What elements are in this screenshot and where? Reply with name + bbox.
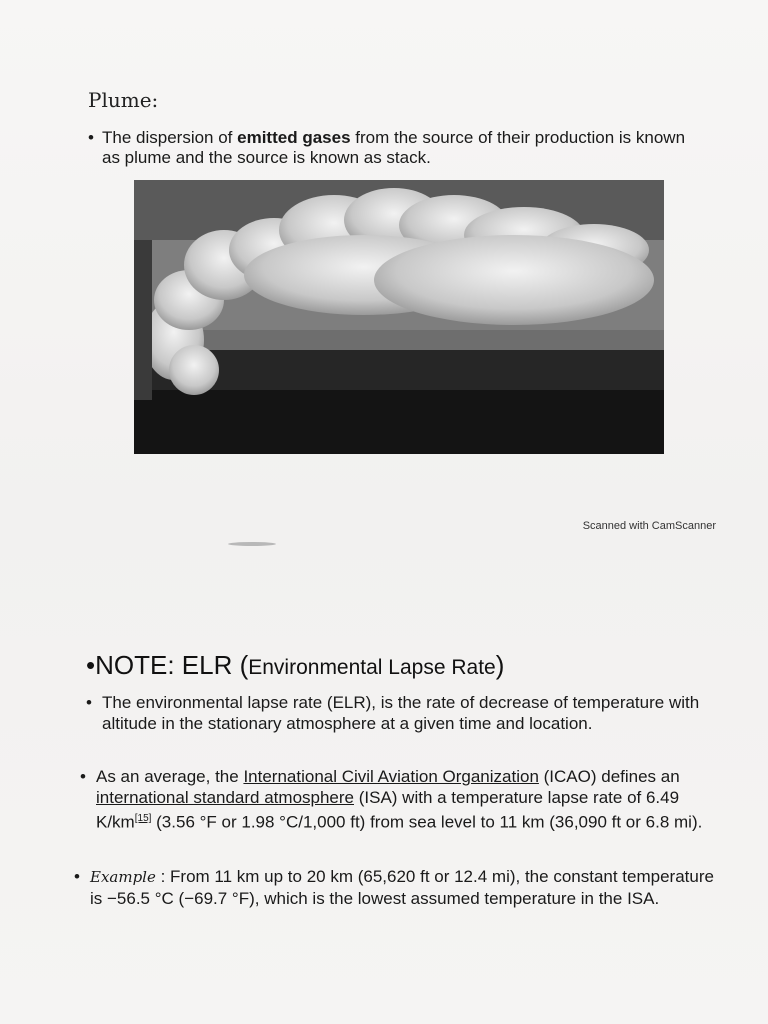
emphasis-emitted-gases: emitted gases	[237, 128, 351, 147]
link-isa[interactable]: international standard atmosphere	[96, 788, 354, 807]
example-label: Example	[90, 868, 156, 886]
icao-bullet: • As an average, the International Civil Aviation Organization (ICAO) defines an international standard atmosphere (ISA) with a temperature lapse rate of 6.49 K/km[15] (3.56 °F or 1.98 °C/1,000 ft) from sea level to 11 km (36,090 ft or 6.8 mi).	[80, 767, 703, 832]
plume-photo-illustration	[134, 180, 664, 454]
bullet-dot: •	[88, 128, 94, 147]
elr-definition-bullet: • The environmental lapse rate (ELR), is the rate of decrease of temperature with altitude in the stationary atmosphere at a given time and location.	[86, 693, 700, 733]
camscanner-watermark: Scanned with CamScanner	[582, 520, 716, 532]
scan-smudge	[228, 542, 276, 546]
reference-link[interactable]: [15]	[134, 813, 152, 824]
plume-definition-bullet: • The dispersion of emitted gases from the source of their production is known as plume and the source is known as stack.	[88, 128, 686, 167]
bullet-dot: •	[74, 867, 80, 886]
plume-photo	[134, 180, 664, 454]
bullet-dot: •	[80, 767, 86, 786]
note-title: •NOTE: ELR (Environmental Lapse Rate)	[86, 650, 505, 680]
bullet-dot: •	[86, 693, 92, 712]
link-icao[interactable]: International Civil Aviation Organization	[243, 767, 539, 786]
example-bullet: • Example : From 11 km up to 20 km (65,620 ft or 12.4 mi), the constant temperature is −56.5 °C (−69.7 °F), which is the lowest assumed temperature in the ISA.	[74, 867, 714, 908]
section-title-plume: Plume:	[88, 88, 159, 112]
